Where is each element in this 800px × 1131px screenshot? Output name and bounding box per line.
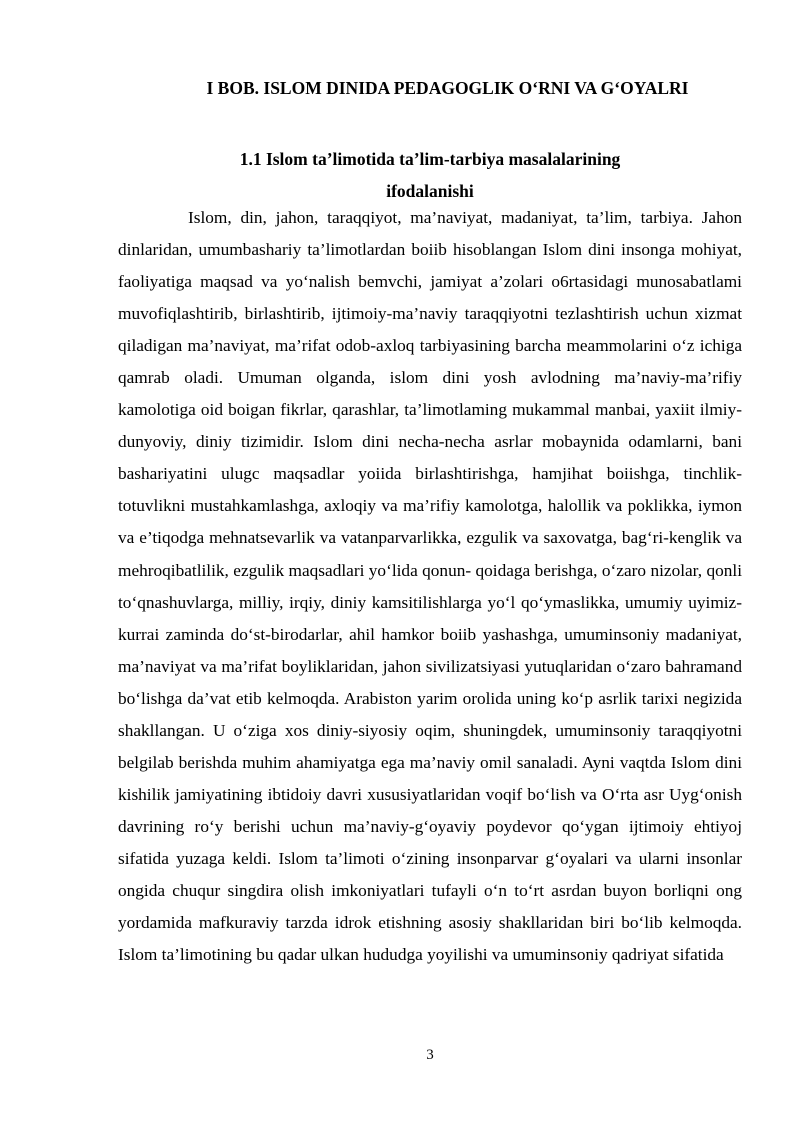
section-title [118,143,742,207]
section-title-line-1: 1.1 Islom ta’limotida ta’lim-tarbiya masalalarining [239,149,621,169]
body-paragraph: Islom, din, jahon, taraqqiyot, ma’naviyat, madaniyat, ta’lim, tarbiya. Jahon dinlaridan, umumbashariy ta’limotlardan boiib hisoblangan Islom dini insonga mohiyat, faoliyatiga maqsad va yo‘nalish bemvchi, jamiyat a’zolari o6rtasidagi munosabatlami muvofiqlashtirib, birlashtirib, ijtimoiy-ma’naviy taraqqiyotni tezlashtirish uchun xizmat qiladigan ma’naviyat, ma’rifat odob-axloq tarbiyasining barcha meammolarini o‘z ichiga qamrab oladi. Umuman olganda, islom dini yosh avlodning ma’naviy-ma’rifiy kamolotiga oid boigan fikrlar, qarashlar, ta’limotlaming mukammal manbai, yaxiit ilmiy-dunyoviy, diniy tizimidir. Islom dini necha-necha asrlar mobaynida odamlarni, bani bashariyatini ulugc maqsadlar yoiida birlashtirishga, hamjihat boiishga, tinchlik-totuvlikni mustahkamlashga, axloqiy va ma’rifiy kamolotga, halollik va poklikka, iymon va e’tiqodga mehnatsevarlik va vatanparvarlikka, ezgulik va saxovatga, bag‘ri-kenglik va mehroqibatlilik, ezgulik maqsadlari yo‘lida qonun- qoidaga berishga, o‘zaro nizolar, qonli to‘qnashuvlarga, milliy, irqiy, diniy kamsitilishlarga yo‘l qo‘ymaslikka, umumiy uyimiz-kurrai zaminda do‘st-birodarlar, ahil hamkor boiib yashashga, umuminsoniy madaniyat, ma’naviyat va ma’rifat boyliklaridan, jahon sivilizatsiyasi yutuqlaridan o‘zaro bahramand bo‘lishga da’vat etib kelmoqda. Arabiston yarim orolida uning ko‘p asrlik tarixi negizida shakllangan. U o‘ziga xos diniy-siyosiy oqim, shuningdek, umuminsoniy taraqqiyotni belgilab berishda muhim ahamiyatga ega ma’naviy omil sanaladi. Ayni vaqtda Islom dini kishilik jamiyatining ibtidoiy davri xususiyatlaridan voqif bo‘lish va O‘rta asr Uyg‘onish davrining ro‘y berishi uchun ma’naviy-g‘oyaviy poydevor qo‘ygan ijtimoiy ehtiyoj sifatida yuzaga keldi. Islom ta’limoti o‘zining insonparvar g‘oyalari va ularni insonlar ongida chuqur singdira olish imkoniyatlari tufayli o‘n to‘rt asrdan buyon borliqni ong yordamida mafkuraviy tarzda idrok etishning asosiy shakllaridan biri bo‘lib kelmoqda. Islom ta’limotining bu qadar ulkan hududga yoyilishi va umuminsoniy qadriyat sifatida [118,208,742,965]
chapter-title: I BOB. ISLOM DINIDA PEDAGOGLIK O‘RNI VA G‘OYALRI [206,78,689,98]
section-title-line-2: ifodalanishi [386,181,474,201]
page-number: 3 [426,1047,434,1063]
